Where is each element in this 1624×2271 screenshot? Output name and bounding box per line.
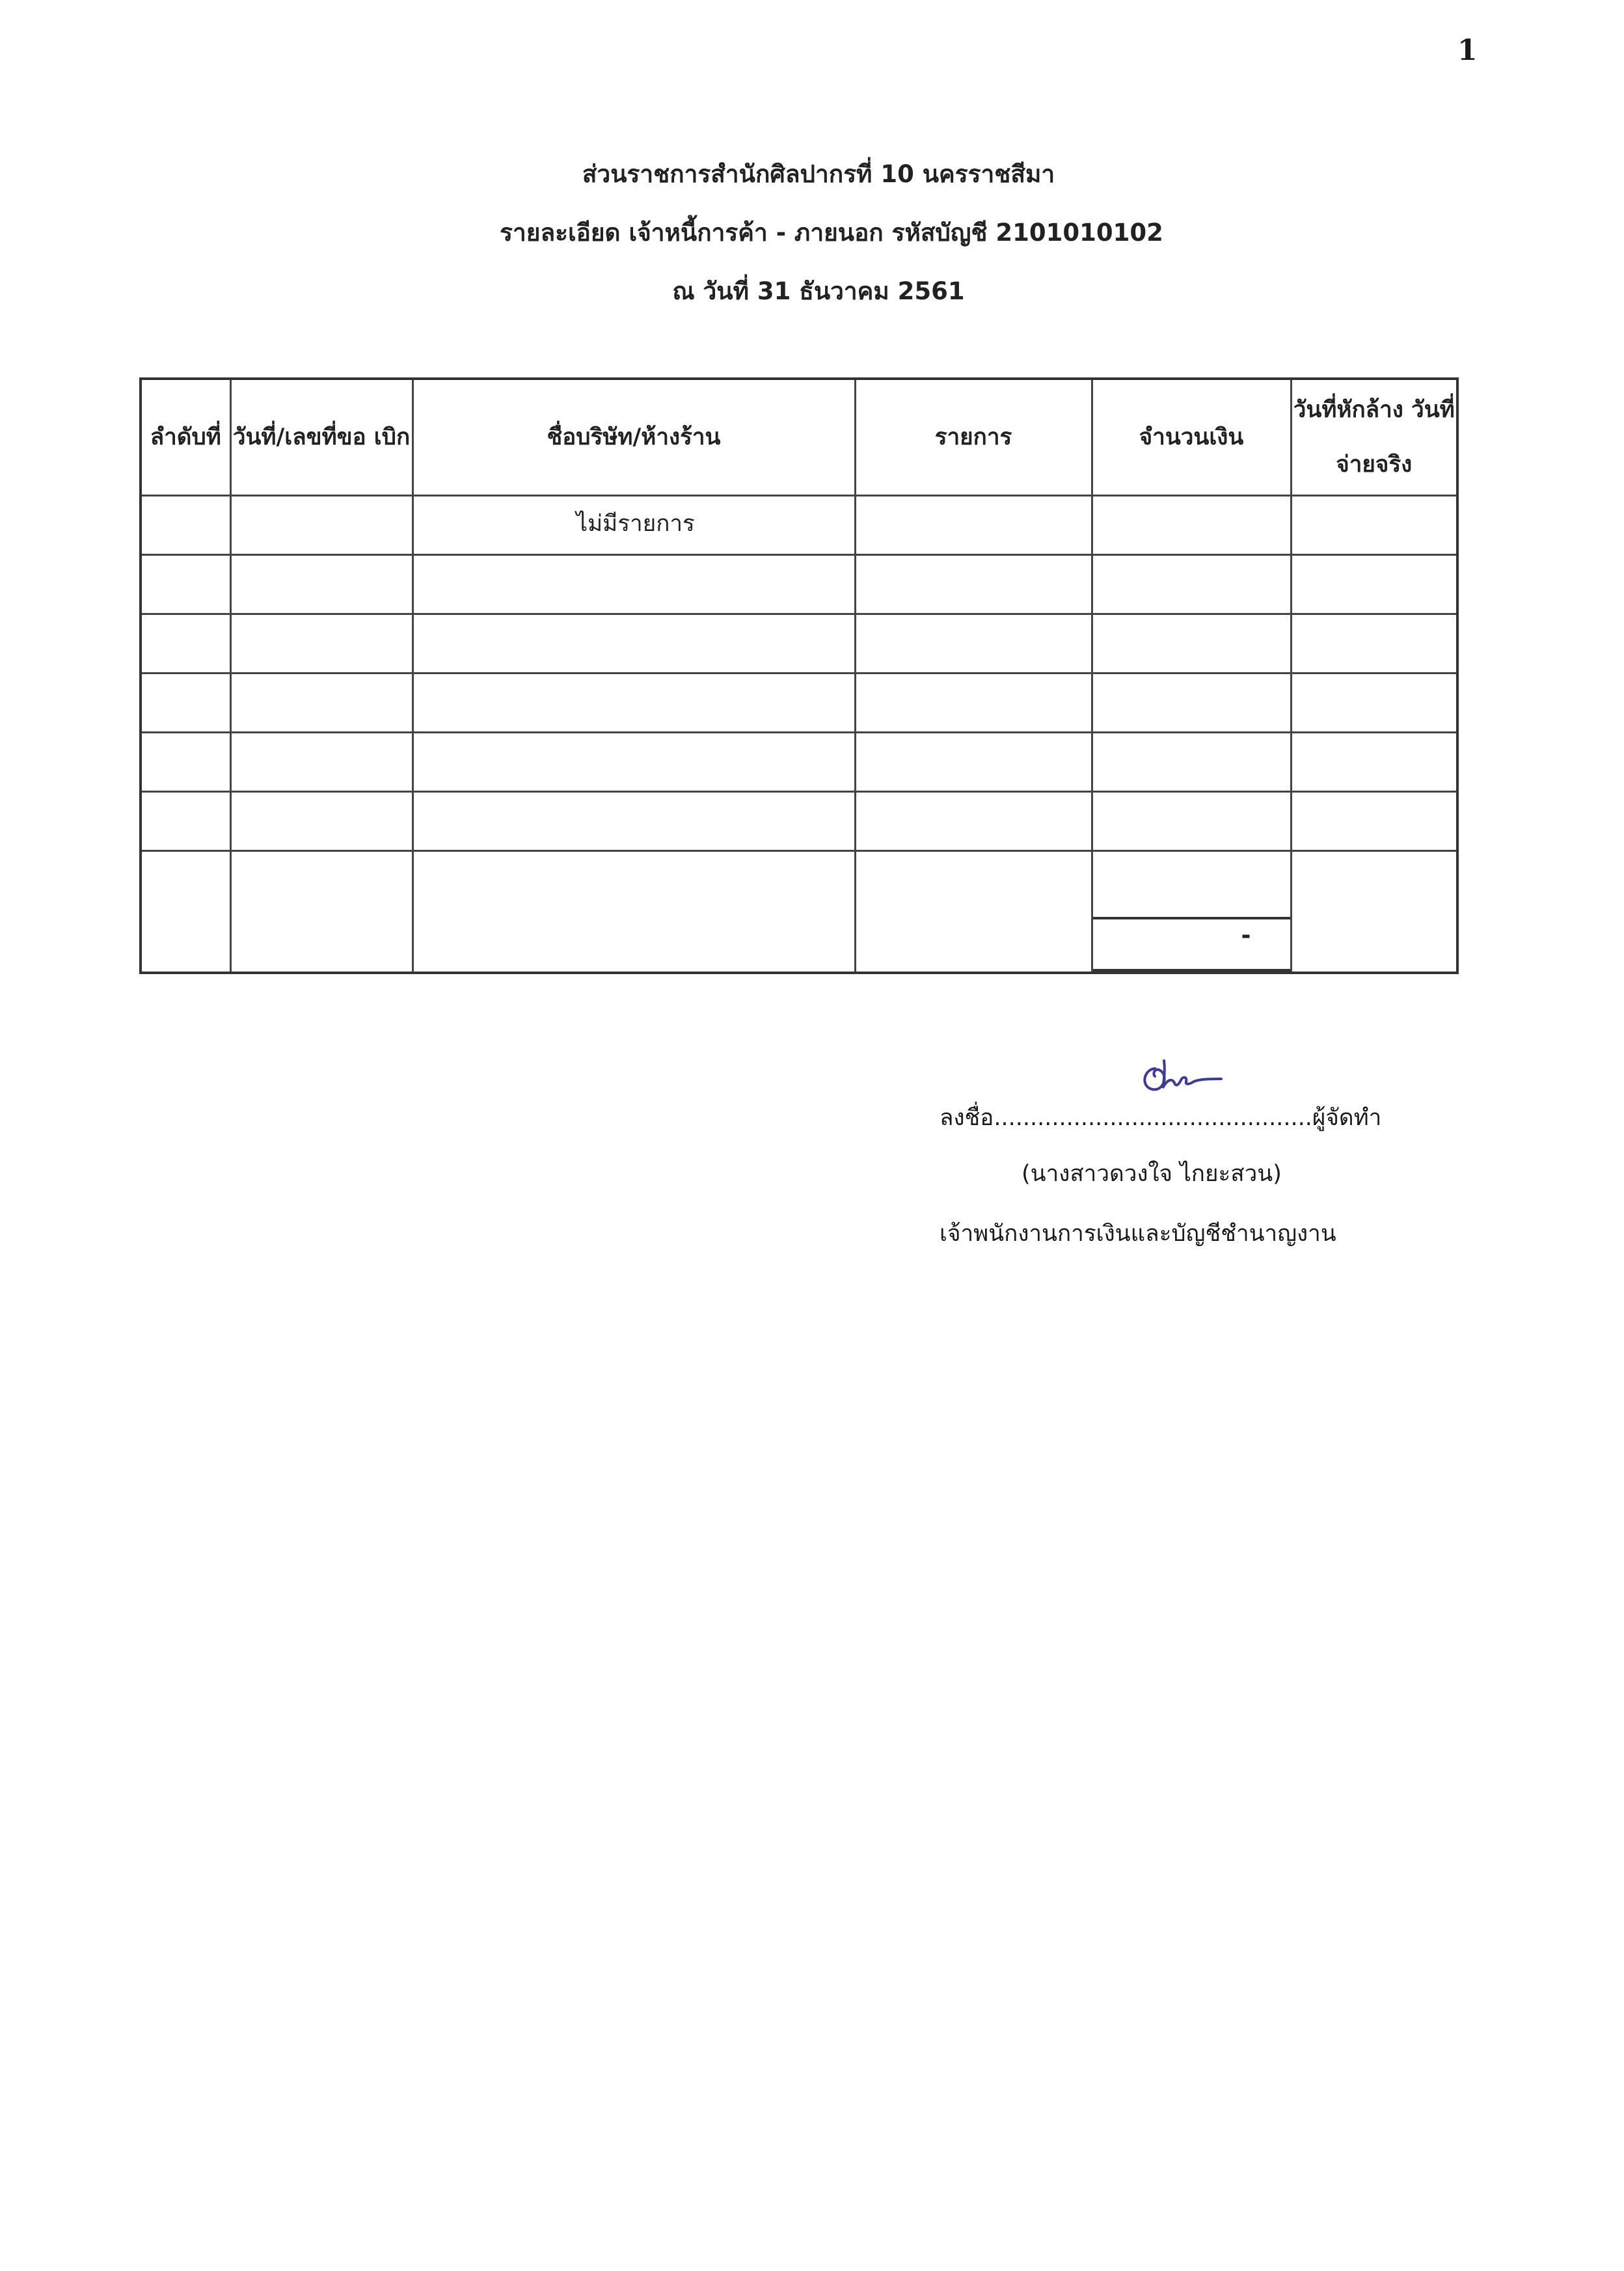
col-header-sequence: ลำดับที่ xyxy=(141,379,230,496)
table-cell xyxy=(1092,673,1291,733)
creditor-table xyxy=(139,377,1459,974)
table-cell xyxy=(413,614,855,673)
no-items-note: ไม่มีรายการ xyxy=(576,511,695,537)
table-cell xyxy=(1291,733,1457,792)
table-cell xyxy=(141,496,230,555)
table-cell xyxy=(141,673,230,733)
table-cell xyxy=(230,851,413,973)
table-cell xyxy=(1291,792,1457,851)
table-cell xyxy=(1092,555,1291,614)
table-row xyxy=(141,614,1457,673)
table-cell xyxy=(1291,673,1457,733)
table-row xyxy=(141,555,1457,614)
table-cell xyxy=(855,614,1092,673)
table-row xyxy=(141,673,1457,733)
table-cell xyxy=(413,555,855,614)
signature-line: ลงชื่อ............................................ผู้จัดทำ xyxy=(940,1105,1382,1131)
table-cell xyxy=(1291,851,1457,973)
col-header-company: ชื่อบริษัท/ห้างร้าน xyxy=(413,379,855,496)
table-row xyxy=(141,733,1457,792)
table-cell xyxy=(230,614,413,673)
table-cell xyxy=(855,496,1092,555)
col-header-item: รายการ xyxy=(855,379,1092,496)
table-cell xyxy=(1092,792,1291,851)
table-cell xyxy=(1092,496,1291,555)
table-cell xyxy=(230,733,413,792)
table-cell xyxy=(230,673,413,733)
table-header-row xyxy=(141,379,1457,496)
table-cell xyxy=(855,673,1092,733)
table-cell xyxy=(413,496,855,555)
table-cell xyxy=(855,555,1092,614)
table-cell xyxy=(413,851,855,973)
col-header-date-request: วันที่/เลขที่ขอ เบิก xyxy=(230,379,413,496)
table-cell xyxy=(855,733,1092,792)
table-cell xyxy=(413,673,855,733)
table-row xyxy=(141,496,1457,555)
table-row xyxy=(141,851,1457,973)
table-cell xyxy=(1092,733,1291,792)
table-cell xyxy=(1291,614,1457,673)
table-cell xyxy=(1092,851,1291,973)
page-number: 1 xyxy=(1457,34,1478,67)
table-cell xyxy=(230,496,413,555)
table-cell xyxy=(230,555,413,614)
table-cell xyxy=(141,792,230,851)
table-cell xyxy=(855,851,1092,973)
report-date: ณ วันที่ 31 ธันวาคม 2561 xyxy=(672,277,965,305)
table-cell xyxy=(1291,496,1457,555)
table-cell xyxy=(141,733,230,792)
col-header-settlement-date: วันที่หักล้าง วันที่จ่ายจริง xyxy=(1291,379,1457,496)
total-amount-box xyxy=(1093,917,1290,972)
table-cell xyxy=(1291,555,1457,614)
report-title: รายละเอียด เจ้าหนี้การค้า - ภายนอก รหัสบัญชี 2101010102 xyxy=(500,219,1163,247)
office-title: ส่วนราชการสำนักศิลปากรที่ 10 นครราชสีมา xyxy=(582,160,1055,188)
table-row xyxy=(141,792,1457,851)
table-cell xyxy=(230,792,413,851)
table-cell xyxy=(855,792,1092,851)
table-cell xyxy=(141,851,230,973)
table-cell xyxy=(141,614,230,673)
total-amount: - xyxy=(1241,922,1251,949)
table-cell xyxy=(1092,614,1291,673)
col-header-amount: จำนวนเงิน xyxy=(1092,379,1291,496)
table-cell xyxy=(413,733,855,792)
signer-title: เจ้าพนักงานการเงินและบัญชีชำนาญงาน xyxy=(940,1221,1336,1247)
signer-name: (นางสาวดวงใจ ไกยะสวน) xyxy=(1022,1161,1282,1187)
table-cell xyxy=(141,555,230,614)
handwritten-signature xyxy=(1135,1054,1226,1106)
table-cell xyxy=(413,792,855,851)
